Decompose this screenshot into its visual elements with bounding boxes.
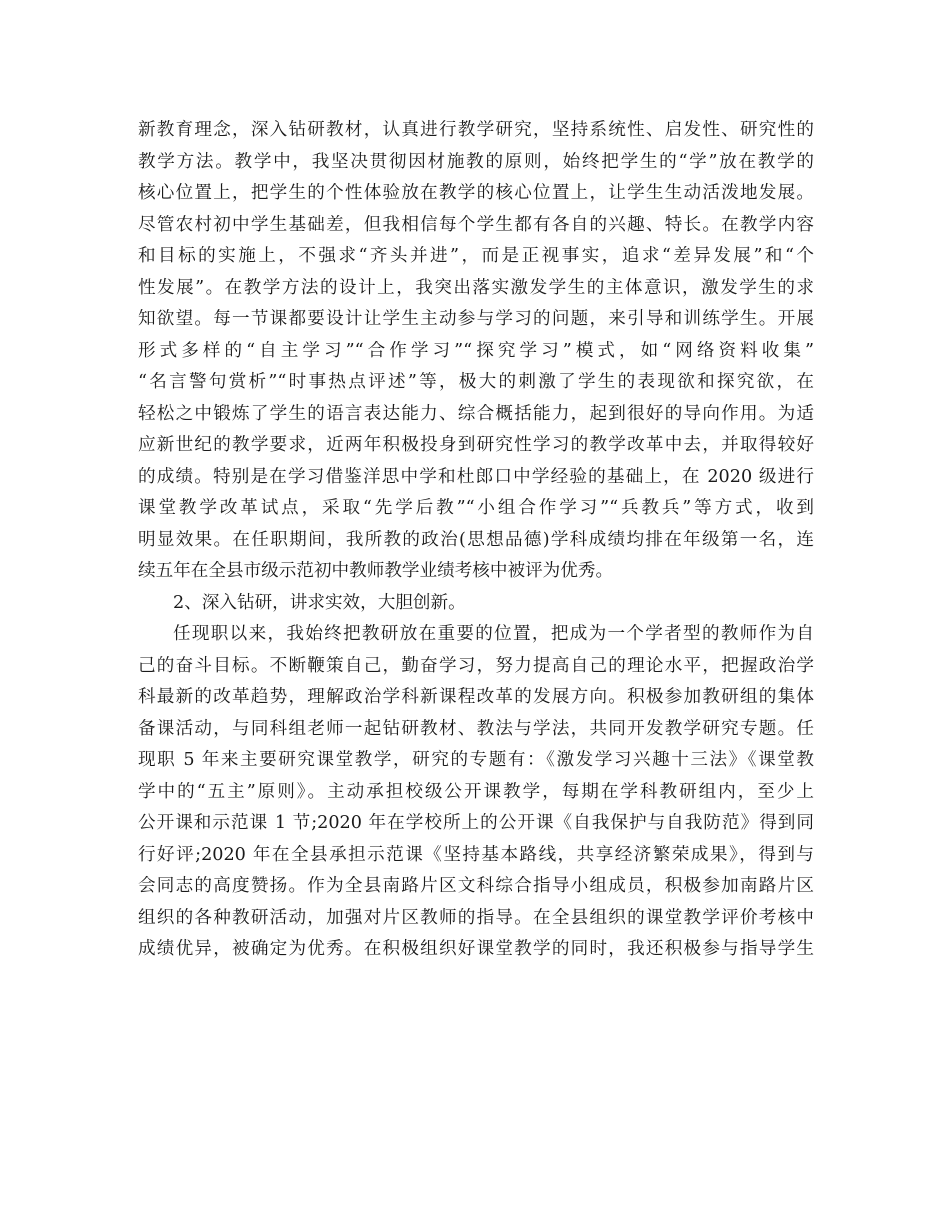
text-line: “名言警句赏析”“时事热点评述”等，极大的刺激了学生的表现欲和探究欲，在 [138, 372, 814, 392]
text-line: 会同志的高度赞扬。作为全县南路片区文科综合指导小组成员，积极参加南路片区 [138, 876, 814, 896]
text-line: 现职 5 年来主要研究课堂教学，研究的专题有：《激发学习兴趣十三法》《课堂教 [138, 750, 814, 770]
text-line: 应新世纪的教学要求，近两年积极投身到研究性学习的教学改革中去，并取得较好 [138, 435, 814, 455]
document-body [138, 115, 814, 966]
paragraph-p1 [138, 115, 814, 588]
text-line: 形式多样的“自主学习”“合作学习”“探究学习”模式，如“网络资料收集” [138, 340, 814, 361]
text-line: 己的奋斗目标。不断鞭策自己，勤奋学习，努力提高自己的理论水平，把握政治学 [138, 655, 814, 676]
text-line: 科最新的改革趋势，理解政治学科新课程改革的发展方向。积极参加教研组的集体 [138, 687, 814, 707]
text-line: 轻松之中锻炼了学生的语言表达能力、综合概括能力，起到很好的导向作用。为适 [138, 403, 814, 424]
text-line: 行好评;2020 年在全县承担示范课《坚持基本路线，共享经济繁荣成果》，得到与 [138, 844, 814, 865]
text-line: 教学方法。教学中，我坚决贯彻因材施教的原则，始终把学生的“学”放在教学的 [138, 151, 814, 172]
text-line: 明显效果。在任职期间，我所教的政治(思想品德)学科成绩均排在年级第一名，连 [138, 529, 814, 550]
text-line: 续五年在全县市级示范初中教师教学业绩考核中被评为优秀。 [138, 561, 614, 581]
text-line: 组织的各种教研活动，加强对片区教师的指导。在全县组织的课堂教学评价考核中 [138, 907, 814, 928]
text-line: 成绩优异，被确定为优秀。在积极组织好课堂教学的同时，我还积极参与指导学生 [138, 939, 814, 959]
text-line: 和目标的实施上，不强求“齐头并进”，而是正视事实，追求“差异发展”和“个 [138, 246, 814, 266]
text-line: 备课活动，与同科组老师一起钻研教材、教法与学法，共同开发教学研究专题。任 [138, 718, 814, 739]
paragraph-p3 [138, 619, 814, 966]
text-line: 的成绩。特别是在学习借鉴洋思中学和杜郎口中学经验的基础上，在 2020 级进行 [138, 466, 814, 487]
text-line: 任现职以来，我始终把教研放在重要的位置，把成为一个学者型的教师作为自 [173, 624, 814, 644]
text-line: 知欲望。每一节课都要设计让学生主动参与学习的问题，来引导和训练学生。开展 [138, 309, 814, 329]
text-line: 课堂教学改革试点，采取“先学后教”“小组合作学习”“兵教兵”等方式，收到 [138, 498, 814, 518]
text-line: 性发展”。在教学方法的设计上，我突出落实激发学生的主体意识，激发学生的求 [138, 277, 814, 298]
text-line: 公开课和示范课 1 节;2020 年在学校所上的公开课《自我保护与自我防范》得到同 [138, 813, 814, 833]
text-line: 核心位置上，把学生的个性体验放在教学的核心位置上，让学生生动活泼地发展。 [138, 183, 814, 203]
text-line: 2、深入钻研，讲求实效，大胆创新。 [173, 592, 466, 613]
paragraph-p2 [138, 588, 814, 620]
text-line: 新教育理念，深入钻研教材，认真进行教学研究，坚持系统性、启发性、研究性的 [138, 120, 814, 140]
text-line: 尽管农村初中学生基础差，但我相信每个学生都有各自的兴趣、特长。在教学内容 [138, 214, 814, 235]
text-line: 学中的“五主”原则》。主动承担校级公开课教学，每期在学科教研组内，至少上 [138, 781, 814, 802]
